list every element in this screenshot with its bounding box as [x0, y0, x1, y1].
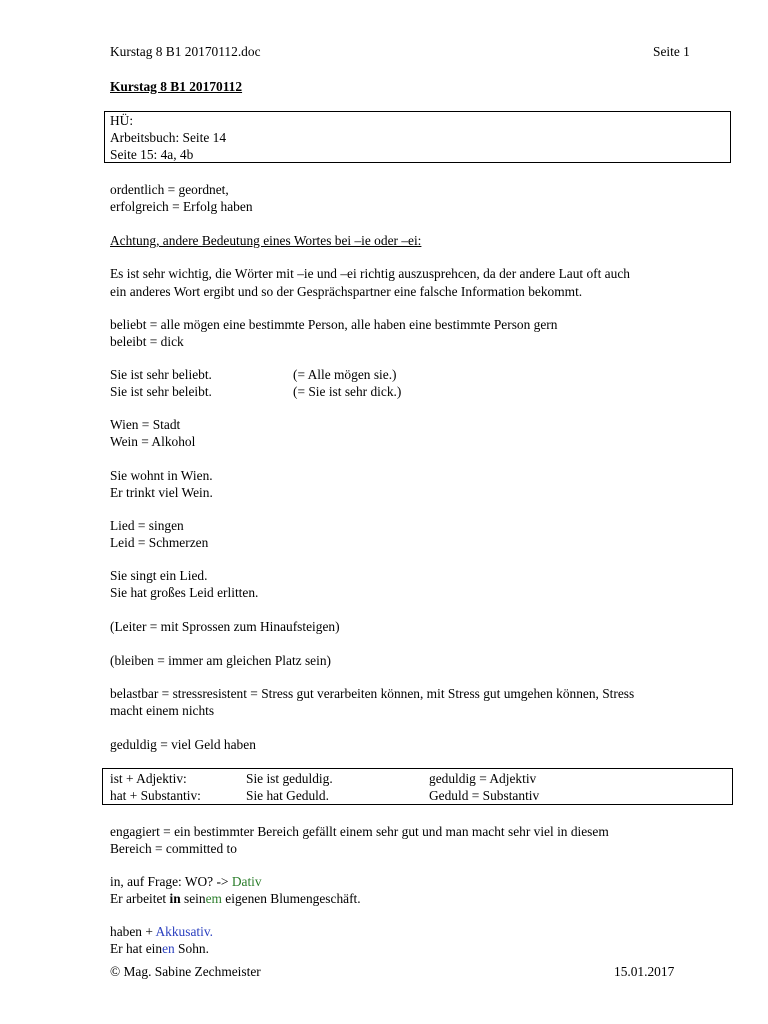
footer-author: © Mag. Sabine Zechmeister — [110, 964, 261, 979]
dativ-rule-prefix: in, auf Frage: WO? -> — [110, 874, 232, 889]
definition-line: Lied = singen — [110, 518, 184, 533]
definition-line: Bereich = committed to — [110, 841, 237, 856]
paragraph-line: ein anderes Wort ergibt und so der Gesprächspartner eine falsche Information bekommt. — [110, 284, 583, 299]
document-title: Kurstag 8 B1 20170112 — [110, 79, 243, 94]
example-sentence: Sie wohnt in Wien. — [110, 468, 213, 483]
akkusativ-example-ending: en — [162, 941, 175, 956]
homework-line-1: HÜ: — [110, 113, 134, 128]
table-cell: hat + Substantiv: — [110, 788, 201, 803]
definition-line: erfolgreich = Erfolg haben — [110, 199, 253, 214]
definition-line: belastbar = stressresistent = Stress gut verarbeiten können, mit Stress gut umgehen können, Stress — [110, 686, 635, 701]
dativ-rule — [110, 873, 262, 890]
example-sentence: Sie ist sehr beleibt. — [110, 384, 212, 399]
dativ-example-preposition: in — [169, 891, 181, 906]
table-cell: ist + Adjektiv: — [110, 771, 187, 786]
dativ-example-ending: em — [205, 891, 222, 906]
dativ-example-mid: sein — [180, 891, 206, 906]
example-sentence: Sie ist sehr beliebt. — [110, 367, 212, 382]
akkusativ-rule-suffix: . — [209, 924, 214, 939]
definition-line: ordentlich = geordnet, — [110, 182, 229, 197]
table-cell: Geduld = Substantiv — [429, 788, 540, 803]
akkusativ-rule-prefix: haben + — [110, 924, 156, 939]
footer-date: 15.01.2017 — [614, 964, 675, 979]
akkusativ-rule — [110, 923, 213, 940]
dativ-example-end: eigenen Blumengeschäft. — [221, 891, 361, 906]
example-sentence: Er trinkt viel Wein. — [110, 485, 213, 500]
definition-line: engagiert = ein bestimmter Bereich gefällt einem sehr gut und man macht sehr viel in diesem — [110, 824, 609, 839]
table-cell: geduldig = Adjektiv — [429, 771, 537, 786]
definition-line: beliebt = alle mögen eine bestimmte Person, alle haben eine bestimmte Person gern — [110, 317, 558, 332]
homework-line-2: Arbeitsbuch: Seite 14 — [110, 130, 227, 145]
akkusativ-example-start: Er hat ein — [110, 941, 163, 956]
definition-line: Wein = Alkohol — [110, 434, 196, 449]
example-explanation: (= Sie ist sehr dick.) — [293, 384, 402, 399]
dativ-case-label: Dativ — [231, 874, 262, 889]
definition-line: macht einem nichts — [110, 703, 215, 718]
definition-line: beleibt = dick — [110, 334, 184, 349]
akkusativ-case-label: Akkusativ — [155, 924, 210, 939]
warning-heading: Achtung, andere Bedeutung eines Wortes bei –ie oder –ei: — [110, 233, 422, 248]
akkusativ-example-end: Sohn. — [174, 941, 209, 956]
paragraph-line: Es ist sehr wichtig, die Wörter mit –ie und –ei richtig auszusprehcen, da der andere Laut oft auch — [110, 266, 630, 281]
header-filename: Kurstag 8 B1 20170112.doc — [110, 44, 261, 59]
definition-line: Wien = Stadt — [110, 417, 181, 432]
example-sentence: Sie singt ein Lied. — [110, 568, 208, 583]
definition-line: (bleiben = immer am gleichen Platz sein) — [110, 653, 331, 668]
definition-line: geduldig = viel Geld haben — [110, 737, 256, 752]
homework-line-3: Seite 15: 4a, 4b — [110, 147, 194, 162]
header-page-number: Seite 1 — [653, 44, 690, 59]
dativ-example-start: Er arbeitet — [110, 891, 170, 906]
table-cell: Sie hat Geduld. — [246, 788, 329, 803]
definition-line: (Leiter = mit Sprossen zum Hinaufsteigen) — [110, 619, 340, 634]
example-sentence: Sie hat großes Leid erlitten. — [110, 585, 259, 600]
definition-line: Leid = Schmerzen — [110, 535, 209, 550]
table-cell: Sie ist geduldig. — [246, 771, 333, 786]
akkusativ-example — [110, 940, 209, 957]
example-explanation: (= Alle mögen sie.) — [293, 367, 397, 382]
dativ-example — [110, 890, 361, 907]
